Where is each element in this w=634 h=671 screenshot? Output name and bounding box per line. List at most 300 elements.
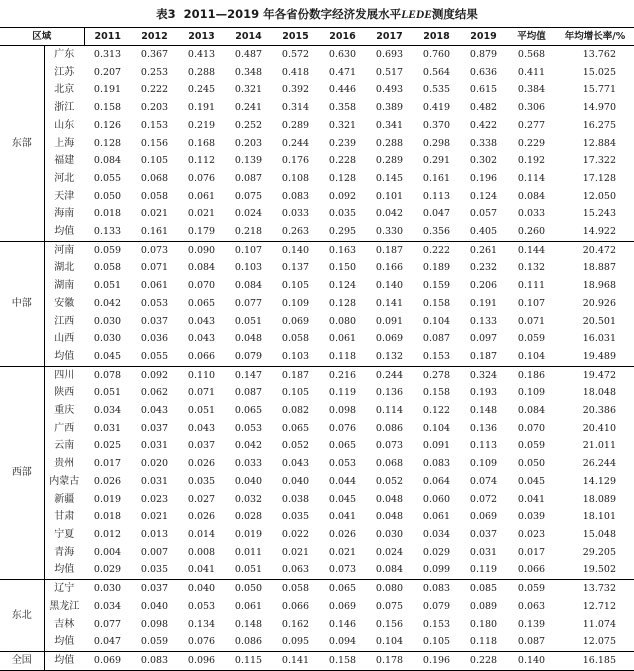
- year-value-cell: 0.109: [469, 458, 498, 470]
- year-value-cell: 0.031: [140, 440, 169, 452]
- year-value-cell: 0.019: [234, 528, 263, 540]
- year-value-cell: 0.168: [187, 137, 216, 149]
- year-value-cell: 0.014: [187, 528, 216, 540]
- year-value-cell: 0.128: [328, 172, 357, 184]
- province-name: 湖北: [54, 262, 75, 274]
- average-cell: 0.071: [517, 315, 546, 327]
- year-value-cell: 0.043: [187, 422, 216, 434]
- year-value-cell: 0.031: [93, 422, 122, 434]
- year-value-cell: 0.471: [328, 66, 357, 78]
- year-value-cell: 0.103: [281, 350, 310, 362]
- year-value-cell: 0.084: [187, 262, 216, 274]
- digital-economy-table: [0, 27, 634, 671]
- year-value-cell: 0.356: [422, 226, 451, 238]
- year-value-cell: 0.134: [187, 618, 216, 630]
- table-row: [0, 473, 634, 491]
- year-value-cell: 0.076: [328, 422, 357, 434]
- year-value-cell: 0.244: [281, 137, 310, 149]
- year-value-cell: 0.367: [131, 46, 178, 64]
- year-value-cell: 0.084: [375, 564, 404, 576]
- province-name: 重庆: [54, 405, 75, 417]
- year-value-cell: 0.196: [413, 651, 460, 670]
- year-value-cell: 0.446: [328, 84, 357, 96]
- growth-rate-cell: 19.489: [582, 350, 617, 362]
- growth-rate-cell: 14.970: [582, 102, 617, 114]
- year-value-cell: 0.053: [328, 458, 357, 470]
- average-cell: 0.192: [517, 155, 546, 167]
- province-name: 四川: [44, 366, 84, 384]
- year-value-cell: 0.085: [460, 580, 507, 598]
- header-region: 区域: [0, 28, 84, 46]
- year-value-cell: 0.244: [366, 366, 413, 384]
- year-value-cell: 0.422: [469, 119, 498, 131]
- year-value-cell: 0.053: [234, 422, 263, 434]
- year-value-cell: 0.048: [375, 493, 404, 505]
- year-value-cell: 0.035: [187, 475, 216, 487]
- year-value-cell: 0.040: [281, 475, 310, 487]
- table-row: [0, 455, 634, 473]
- year-value-cell: 0.228: [328, 155, 357, 167]
- year-value-cell: 0.090: [178, 241, 225, 259]
- year-value-cell: 0.158: [93, 102, 122, 114]
- growth-rate-cell: 12.075: [582, 636, 617, 648]
- year-value-cell: 0.252: [234, 119, 263, 131]
- year-value-cell: 0.180: [469, 618, 498, 630]
- province-name: 安徽: [54, 297, 75, 309]
- average-cell: 0.306: [517, 102, 546, 114]
- year-value-cell: 0.021: [281, 546, 310, 558]
- year-value-cell: 0.050: [93, 190, 122, 202]
- average-cell: 0.139: [517, 618, 546, 630]
- province-name: 陕西: [54, 387, 75, 399]
- province-name: 均值: [54, 226, 75, 238]
- year-value-cell: 0.153: [422, 350, 451, 362]
- year-value-cell: 0.065: [234, 405, 263, 417]
- year-value-cell: 0.043: [281, 458, 310, 470]
- year-value-cell: 0.108: [281, 172, 310, 184]
- table-row: [0, 616, 634, 634]
- growth-rate-cell: 20.501: [582, 315, 617, 327]
- year-value-cell: 0.061: [187, 190, 216, 202]
- year-value-cell: 0.295: [328, 226, 357, 238]
- table-row: [0, 348, 634, 366]
- year-value-cell: 0.079: [234, 350, 263, 362]
- year-value-cell: 0.105: [140, 155, 169, 167]
- year-value-cell: 0.034: [93, 600, 122, 612]
- year-value-cell: 0.033: [234, 458, 263, 470]
- year-value-cell: 0.077: [93, 618, 122, 630]
- year-value-cell: 0.148: [469, 405, 498, 417]
- year-value-cell: 0.063: [281, 564, 310, 576]
- province-name: 吉林: [54, 618, 75, 630]
- year-value-cell: 0.037: [131, 580, 178, 598]
- growth-rate-cell: 14.129: [582, 475, 617, 487]
- year-value-cell: 0.062: [140, 387, 169, 399]
- year-value-cell: 0.048: [234, 333, 263, 345]
- year-value-cell: 0.348: [234, 66, 263, 78]
- year-value-cell: 0.133: [93, 226, 122, 238]
- year-value-cell: 0.026: [187, 511, 216, 523]
- year-value-cell: 0.218: [234, 226, 263, 238]
- year-value-cell: 0.076: [187, 172, 216, 184]
- year-value-cell: 0.291: [422, 155, 451, 167]
- year-value-cell: 0.082: [281, 405, 310, 417]
- growth-rate-cell: 20.472: [556, 241, 634, 259]
- growth-rate-cell: 18.101: [582, 511, 617, 523]
- year-value-cell: 0.136: [375, 387, 404, 399]
- year-value-cell: 0.239: [328, 137, 357, 149]
- year-value-cell: 0.034: [93, 405, 122, 417]
- year-value-cell: 0.026: [187, 458, 216, 470]
- growth-rate-cell: 14.922: [582, 226, 617, 238]
- year-value-cell: 0.043: [187, 315, 216, 327]
- table-row: [0, 295, 634, 313]
- year-value-cell: 0.073: [131, 241, 178, 259]
- year-value-cell: 0.084: [234, 280, 263, 292]
- growth-rate-cell: 13.732: [556, 580, 634, 598]
- table-row: [0, 420, 634, 438]
- growth-rate-cell: 15.243: [582, 208, 617, 220]
- year-value-cell: 0.118: [469, 636, 498, 648]
- year-value-cell: 0.330: [375, 226, 404, 238]
- growth-rate-cell: 11.074: [582, 618, 617, 630]
- growth-rate-cell: 20.386: [582, 405, 617, 417]
- province-name: 浙江: [54, 102, 75, 114]
- year-value-cell: 0.148: [234, 618, 263, 630]
- year-value-cell: 0.128: [328, 297, 357, 309]
- province-name: 均值: [44, 651, 84, 670]
- year-value-cell: 0.341: [375, 119, 404, 131]
- year-value-cell: 0.338: [469, 137, 498, 149]
- year-value-cell: 0.068: [375, 458, 404, 470]
- table-row: [0, 277, 634, 295]
- table-row: [0, 384, 634, 402]
- year-value-cell: 0.013: [140, 528, 169, 540]
- year-value-cell: 0.066: [187, 350, 216, 362]
- average-cell: 0.023: [517, 528, 546, 540]
- growth-rate-cell: 18.048: [582, 387, 617, 399]
- table-body: [0, 46, 634, 671]
- year-value-cell: 0.156: [375, 618, 404, 630]
- province-name: 广西: [54, 422, 75, 434]
- year-value-cell: 0.058: [140, 190, 169, 202]
- growth-rate-cell: 15.771: [582, 84, 617, 96]
- year-value-cell: 0.298: [422, 137, 451, 149]
- year-value-cell: 0.564: [422, 66, 451, 78]
- average-cell: 0.132: [517, 262, 546, 274]
- year-value-cell: 0.069: [469, 511, 498, 523]
- year-value-cell: 0.030: [93, 315, 122, 327]
- table-row: [0, 633, 634, 651]
- year-value-cell: 0.191: [187, 102, 216, 114]
- year-value-cell: 0.068: [140, 172, 169, 184]
- year-value-cell: 0.045: [328, 493, 357, 505]
- year-value-cell: 0.069: [84, 651, 131, 670]
- table-title-lede: LEDE: [401, 9, 432, 21]
- year-value-cell: 0.031: [140, 475, 169, 487]
- year-value-cell: 0.219: [187, 119, 216, 131]
- year-value-cell: 0.153: [422, 618, 451, 630]
- year-value-cell: 0.418: [281, 66, 310, 78]
- average-cell: 0.050: [517, 458, 546, 470]
- year-value-cell: 0.035: [328, 208, 357, 220]
- year-value-cell: 0.196: [469, 172, 498, 184]
- year-value-cell: 0.024: [375, 546, 404, 558]
- year-value-cell: 0.007: [140, 546, 169, 558]
- year-value-cell: 0.073: [375, 440, 404, 452]
- year-value-cell: 0.105: [422, 636, 451, 648]
- year-value-cell: 0.069: [328, 600, 357, 612]
- province-name: 新疆: [54, 493, 75, 505]
- province-name: 均值: [54, 564, 75, 576]
- table-row: [0, 544, 634, 562]
- header-year-2014: 2014: [235, 31, 262, 42]
- year-value-cell: 0.110: [178, 366, 225, 384]
- table-row: [0, 526, 634, 544]
- year-value-cell: 0.178: [366, 651, 413, 670]
- year-value-cell: 0.059: [84, 241, 131, 259]
- year-value-cell: 0.061: [140, 280, 169, 292]
- region-label: 东北: [0, 580, 44, 652]
- year-value-cell: 0.058: [272, 580, 319, 598]
- year-value-cell: 0.034: [422, 528, 451, 540]
- year-value-cell: 0.021: [328, 546, 357, 558]
- year-value-cell: 0.126: [93, 119, 122, 131]
- year-value-cell: 0.027: [187, 493, 216, 505]
- year-value-cell: 0.055: [93, 172, 122, 184]
- year-value-cell: 0.133: [469, 315, 498, 327]
- year-value-cell: 0.132: [375, 350, 404, 362]
- table-row: [0, 64, 634, 82]
- year-value-cell: 0.141: [272, 651, 319, 670]
- year-value-cell: 0.051: [187, 405, 216, 417]
- year-value-cell: 0.104: [422, 422, 451, 434]
- year-value-cell: 0.080: [366, 580, 413, 598]
- table-row: [0, 46, 634, 64]
- table-row: [0, 598, 634, 616]
- year-value-cell: 0.487: [225, 46, 272, 64]
- year-value-cell: 0.071: [187, 387, 216, 399]
- average-cell: 0.411: [517, 66, 546, 78]
- province-name: 均值: [54, 636, 75, 648]
- year-value-cell: 0.023: [140, 493, 169, 505]
- table-row: [0, 259, 634, 277]
- table-title-pre: 2011—2019 年各省份数字经济发展水平: [183, 7, 402, 21]
- year-value-cell: 0.278: [413, 366, 460, 384]
- province-name: 黑龙江: [49, 600, 80, 612]
- province-name: 山西: [54, 333, 75, 345]
- average-cell: 0.084: [517, 405, 546, 417]
- year-value-cell: 0.187: [272, 366, 319, 384]
- year-value-cell: 0.051: [93, 280, 122, 292]
- year-value-cell: 0.004: [93, 546, 122, 558]
- province-name: 河南: [44, 241, 84, 259]
- year-value-cell: 0.044: [328, 475, 357, 487]
- average-cell: 0.087: [517, 636, 546, 648]
- year-value-cell: 0.261: [460, 241, 507, 259]
- year-value-cell: 0.413: [178, 46, 225, 64]
- year-value-cell: 0.042: [375, 208, 404, 220]
- year-value-cell: 0.150: [328, 262, 357, 274]
- year-value-cell: 0.879: [460, 46, 507, 64]
- year-value-cell: 0.314: [281, 102, 310, 114]
- year-value-cell: 0.105: [281, 280, 310, 292]
- year-value-cell: 0.136: [469, 422, 498, 434]
- year-value-cell: 0.263: [281, 226, 310, 238]
- year-value-cell: 0.115: [225, 651, 272, 670]
- year-value-cell: 0.222: [140, 84, 169, 96]
- year-value-cell: 0.302: [469, 155, 498, 167]
- year-value-cell: 0.051: [234, 315, 263, 327]
- growth-rate-cell: 19.502: [582, 564, 617, 576]
- average-cell: 0.017: [517, 546, 546, 558]
- table-row: [0, 223, 634, 241]
- year-value-cell: 0.080: [328, 315, 357, 327]
- year-value-cell: 0.760: [413, 46, 460, 64]
- year-value-cell: 0.324: [460, 366, 507, 384]
- year-value-cell: 0.030: [84, 580, 131, 598]
- year-value-cell: 0.008: [187, 546, 216, 558]
- table-row: [0, 117, 634, 135]
- year-value-cell: 0.012: [93, 528, 122, 540]
- year-value-cell: 0.083: [413, 580, 460, 598]
- year-value-cell: 0.036: [140, 333, 169, 345]
- growth-rate-cell: 26.244: [582, 458, 617, 470]
- average-cell: 0.059: [517, 333, 546, 345]
- year-value-cell: 0.096: [178, 651, 225, 670]
- year-value-cell: 0.077: [234, 297, 263, 309]
- table-row: [0, 402, 634, 420]
- year-value-cell: 0.058: [281, 333, 310, 345]
- table-row: [0, 491, 634, 509]
- year-value-cell: 0.124: [469, 190, 498, 202]
- year-value-cell: 0.191: [469, 297, 498, 309]
- year-value-cell: 0.089: [469, 600, 498, 612]
- table-row: [0, 205, 634, 223]
- table-row: [0, 330, 634, 348]
- table-row: [0, 152, 634, 170]
- province-name: 海南: [54, 208, 75, 220]
- average-cell: 0.059: [517, 440, 546, 452]
- year-value-cell: 0.020: [140, 458, 169, 470]
- average-cell: 0.384: [517, 84, 546, 96]
- year-value-cell: 0.052: [281, 440, 310, 452]
- year-value-cell: 0.289: [375, 155, 404, 167]
- average-cell: 0.070: [517, 422, 546, 434]
- header-year-2012: 2012: [141, 31, 168, 42]
- year-value-cell: 0.043: [140, 405, 169, 417]
- year-value-cell: 0.051: [234, 564, 263, 576]
- header-year-2016: 2016: [329, 31, 356, 42]
- growth-rate-cell: 12.712: [582, 600, 617, 612]
- year-value-cell: 0.045: [93, 350, 122, 362]
- year-value-cell: 0.392: [281, 84, 310, 96]
- region-label: 中部: [0, 241, 44, 366]
- growth-rate-cell: 29.205: [582, 546, 617, 558]
- year-value-cell: 0.203: [140, 102, 169, 114]
- year-value-cell: 0.065: [328, 440, 357, 452]
- year-value-cell: 0.087: [234, 172, 263, 184]
- year-value-cell: 0.040: [234, 475, 263, 487]
- year-value-cell: 0.053: [140, 297, 169, 309]
- year-value-cell: 0.078: [84, 366, 131, 384]
- growth-rate-cell: 18.089: [582, 493, 617, 505]
- average-cell: 0.111: [517, 280, 546, 292]
- average-cell: 0.144: [507, 241, 556, 259]
- year-value-cell: 0.193: [469, 387, 498, 399]
- year-value-cell: 0.047: [422, 208, 451, 220]
- year-value-cell: 0.061: [328, 333, 357, 345]
- growth-rate-cell: 18.968: [582, 280, 617, 292]
- year-value-cell: 0.358: [328, 102, 357, 114]
- year-value-cell: 0.535: [422, 84, 451, 96]
- year-value-cell: 0.042: [93, 297, 122, 309]
- table-row: [0, 99, 634, 117]
- average-cell: 0.568: [507, 46, 556, 64]
- year-value-cell: 0.021: [140, 511, 169, 523]
- year-value-cell: 0.109: [281, 297, 310, 309]
- table-row: [0, 188, 634, 206]
- year-value-cell: 0.289: [281, 119, 310, 131]
- year-value-cell: 0.047: [93, 636, 122, 648]
- year-value-cell: 0.041: [328, 511, 357, 523]
- province-name: 江苏: [54, 66, 75, 78]
- year-value-cell: 0.206: [469, 280, 498, 292]
- year-value-cell: 0.075: [234, 190, 263, 202]
- year-value-cell: 0.069: [281, 315, 310, 327]
- year-value-cell: 0.118: [328, 350, 357, 362]
- year-value-cell: 0.035: [140, 564, 169, 576]
- year-value-cell: 0.021: [187, 208, 216, 220]
- year-value-cell: 0.288: [375, 137, 404, 149]
- year-value-cell: 0.037: [140, 422, 169, 434]
- year-value-cell: 0.033: [281, 208, 310, 220]
- growth-rate-cell: 18.887: [582, 262, 617, 274]
- year-value-cell: 0.083: [131, 651, 178, 670]
- average-cell: 0.277: [517, 119, 546, 131]
- average-cell: 0.033: [517, 208, 546, 220]
- year-value-cell: 0.083: [422, 458, 451, 470]
- growth-rate-cell: 16.031: [582, 333, 617, 345]
- year-value-cell: 0.187: [366, 241, 413, 259]
- province-name: 山东: [54, 119, 75, 131]
- year-value-cell: 0.187: [469, 350, 498, 362]
- year-value-cell: 0.024: [234, 208, 263, 220]
- year-value-cell: 0.517: [375, 66, 404, 78]
- header-row: [0, 28, 634, 46]
- year-value-cell: 0.091: [422, 440, 451, 452]
- year-value-cell: 0.245: [187, 84, 216, 96]
- year-value-cell: 0.084: [93, 155, 122, 167]
- year-value-cell: 0.140: [375, 280, 404, 292]
- year-value-cell: 0.112: [187, 155, 216, 167]
- average-cell: 0.260: [517, 226, 546, 238]
- growth-rate-cell: 20.926: [582, 297, 617, 309]
- growth-rate-cell: 19.472: [556, 366, 634, 384]
- year-value-cell: 0.043: [187, 333, 216, 345]
- header-year-2019: 2019: [470, 31, 497, 42]
- year-value-cell: 0.153: [140, 119, 169, 131]
- year-value-cell: 0.055: [140, 350, 169, 362]
- year-value-cell: 0.419: [422, 102, 451, 114]
- year-value-cell: 0.075: [375, 600, 404, 612]
- year-value-cell: 0.038: [281, 493, 310, 505]
- province-name: 辽宁: [44, 580, 84, 598]
- year-value-cell: 0.636: [469, 66, 498, 78]
- region-label: 东部: [0, 46, 44, 242]
- province-name: 贵州: [54, 458, 75, 470]
- growth-rate-cell: 17.128: [582, 172, 617, 184]
